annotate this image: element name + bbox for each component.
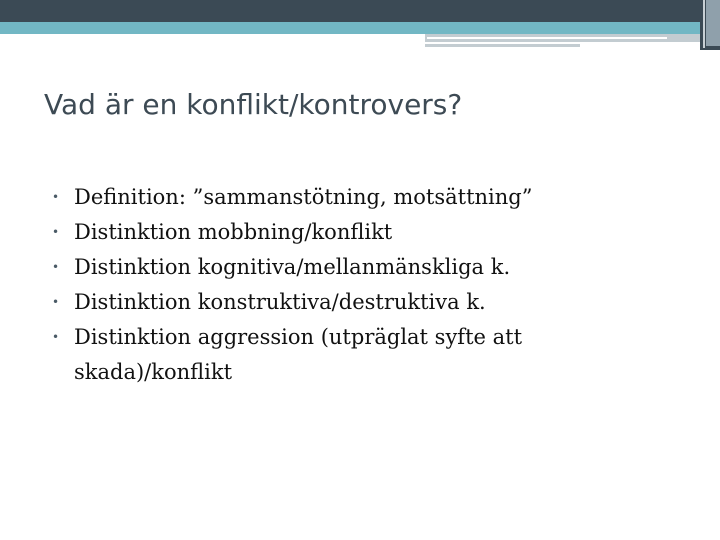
bullet-list [52, 180, 672, 390]
header-band-right-line [703, 0, 705, 48]
bullet-item [52, 180, 672, 215]
bullet-text: Distinktion aggression (utpräglat syfte att skada)/konflikt [74, 325, 523, 384]
bullet-item [52, 320, 672, 390]
header-band-thin [425, 44, 580, 47]
bullet-item [52, 285, 672, 320]
bullet-text: Distinktion kognitiva/mellanmänskliga k. [74, 255, 511, 279]
header-band-teal [0, 22, 700, 34]
bullet-icon: • [52, 330, 60, 344]
bullet-text: Definition: ”sammanstötning, motsättning” [74, 185, 533, 209]
bullet-icon: • [52, 295, 60, 309]
header-band-grey-highlight [427, 37, 667, 39]
bullet-icon: • [52, 225, 60, 239]
header-band-right-light [706, 0, 720, 46]
bullet-icon: • [52, 190, 60, 204]
bullet-item [52, 250, 672, 285]
bullet-icon: • [52, 260, 60, 274]
slide-title: Vad är en konflikt/kontrovers? [44, 88, 463, 121]
header-band-dark [0, 0, 700, 22]
bullet-item [52, 215, 672, 250]
bullet-text: Distinktion konstruktiva/destruktiva k. [74, 290, 486, 314]
bullet-text: Distinktion mobbning/konflikt [74, 220, 393, 244]
